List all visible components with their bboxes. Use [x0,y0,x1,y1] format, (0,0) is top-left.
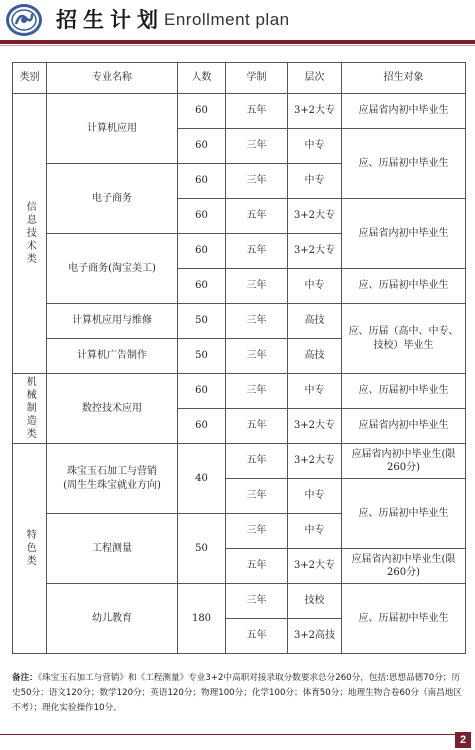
page-title-cn: 招生计划 [56,8,164,32]
footnote [12,671,467,716]
years-cell: 五年 [226,549,288,584]
count-cell: 60 [178,409,226,444]
column-header-count: 人数 [178,63,226,94]
column-header-category: 类别 [13,63,47,94]
years-cell: 三年 [226,374,288,409]
years-cell: 五年 [226,199,288,234]
target-cell: 应、历届初中毕业生 [342,479,466,549]
years-cell: 三年 [226,129,288,164]
major-cell: 数控技术应用 [47,374,178,444]
level-cell: 中专 [288,164,342,199]
level-cell: 高技 [288,304,342,339]
header-divider-thin [0,45,475,46]
category-cell: 机械制造类 [13,374,47,444]
count-cell: 60 [178,374,226,409]
column-header-target: 招生对象 [342,63,466,94]
count-cell: 50 [178,339,226,374]
level-cell: 3+2大专 [288,94,342,129]
major-cell: 电子商务 [47,164,178,234]
footer-divider [0,734,455,735]
years-cell: 三年 [226,339,288,374]
page-title-en: Enrollment plan [164,10,290,29]
target-cell: 应届省内初中毕业生(限260分) [342,549,466,584]
years-cell: 五年 [226,234,288,269]
level-cell: 3+2大专 [288,549,342,584]
count-cell: 60 [178,129,226,164]
target-cell: 应、历届初中毕业生 [342,269,466,304]
level-cell: 中专 [288,374,342,409]
target-cell: 应届省内初中毕业生(限260分) [342,444,466,479]
table-row [13,94,466,129]
count-cell: 60 [178,269,226,304]
page-header [0,0,475,40]
level-cell: 3+2大专 [288,234,342,269]
major-cell: 计算机广告制作 [47,339,178,374]
target-cell: 应、历届初中毕业生 [342,129,466,199]
years-cell: 三年 [226,514,288,549]
count-cell: 50 [178,304,226,339]
category-cell: 信息技术类 [13,94,47,374]
years-cell: 五年 [226,619,288,654]
level-cell: 3+2大专 [288,444,342,479]
level-cell: 中专 [288,269,342,304]
target-cell: 应届省内初中毕业生 [342,409,466,444]
target-cell: 应、历届（高中、中专、技校）毕业生 [342,304,466,374]
count-cell: 60 [178,199,226,234]
column-header-major: 专业名称 [47,63,178,94]
level-cell: 3+2高技 [288,619,342,654]
page-number: 2 [455,732,471,748]
major-cell: 工程测量 [47,514,178,584]
school-emblem-icon [4,2,44,38]
major-cell: 电子商务(淘宝美工) [47,234,178,304]
major-cell: 计算机应用与维修 [47,304,178,339]
header-divider [0,40,475,44]
major-cell: 幼儿教育 [47,584,178,654]
target-cell: 应届省内初中毕业生 [342,94,466,129]
table-header-row [13,63,466,94]
level-cell: 3+2大专 [288,409,342,444]
target-cell: 应届省内初中毕业生 [342,199,466,269]
category-cell: 特色类 [13,444,47,654]
level-cell: 中专 [288,479,342,514]
count-cell: 180 [178,584,226,654]
years-cell: 三年 [226,584,288,619]
table-row [13,444,466,479]
major-cell: 珠宝玉石加工与营销 (周生生珠宝就业方向) [47,444,178,514]
column-header-level: 层次 [288,63,342,94]
target-cell: 应、历届初中毕业生 [342,584,466,654]
count-cell: 40 [178,444,226,514]
level-cell: 高技 [288,339,342,374]
years-cell: 三年 [226,164,288,199]
target-cell: 应、历届初中毕业生 [342,374,466,409]
years-cell: 三年 [226,479,288,514]
level-cell: 3+2大专 [288,199,342,234]
count-cell: 60 [178,234,226,269]
enrollment-table [12,62,466,654]
footnote-text: 《珠宝玉石加工与营销》和《工程测量》专业3+2中高职对接录取分数要求总分260分，包括:思想品德70分；历史50分；语文120分；数学120分；英语120分；物理100分；化学100分；体育50分；地理生物合卷60分（南昌地区不考）；理化实验操作10分。 [12,673,462,713]
years-cell: 五年 [226,444,288,479]
column-header-years: 学制 [226,63,288,94]
years-cell: 三年 [226,269,288,304]
years-cell: 五年 [226,94,288,129]
table-row [13,374,466,409]
count-cell: 60 [178,94,226,129]
footnote-label: 备注： [12,673,38,683]
table-row [13,584,466,619]
years-cell: 三年 [226,304,288,339]
major-cell: 计算机应用 [47,94,178,164]
level-cell: 中专 [288,129,342,164]
table-row [13,304,466,339]
count-cell: 60 [178,164,226,199]
years-cell: 五年 [226,409,288,444]
count-cell: 50 [178,514,226,584]
level-cell: 技校 [288,584,342,619]
level-cell: 中专 [288,514,342,549]
